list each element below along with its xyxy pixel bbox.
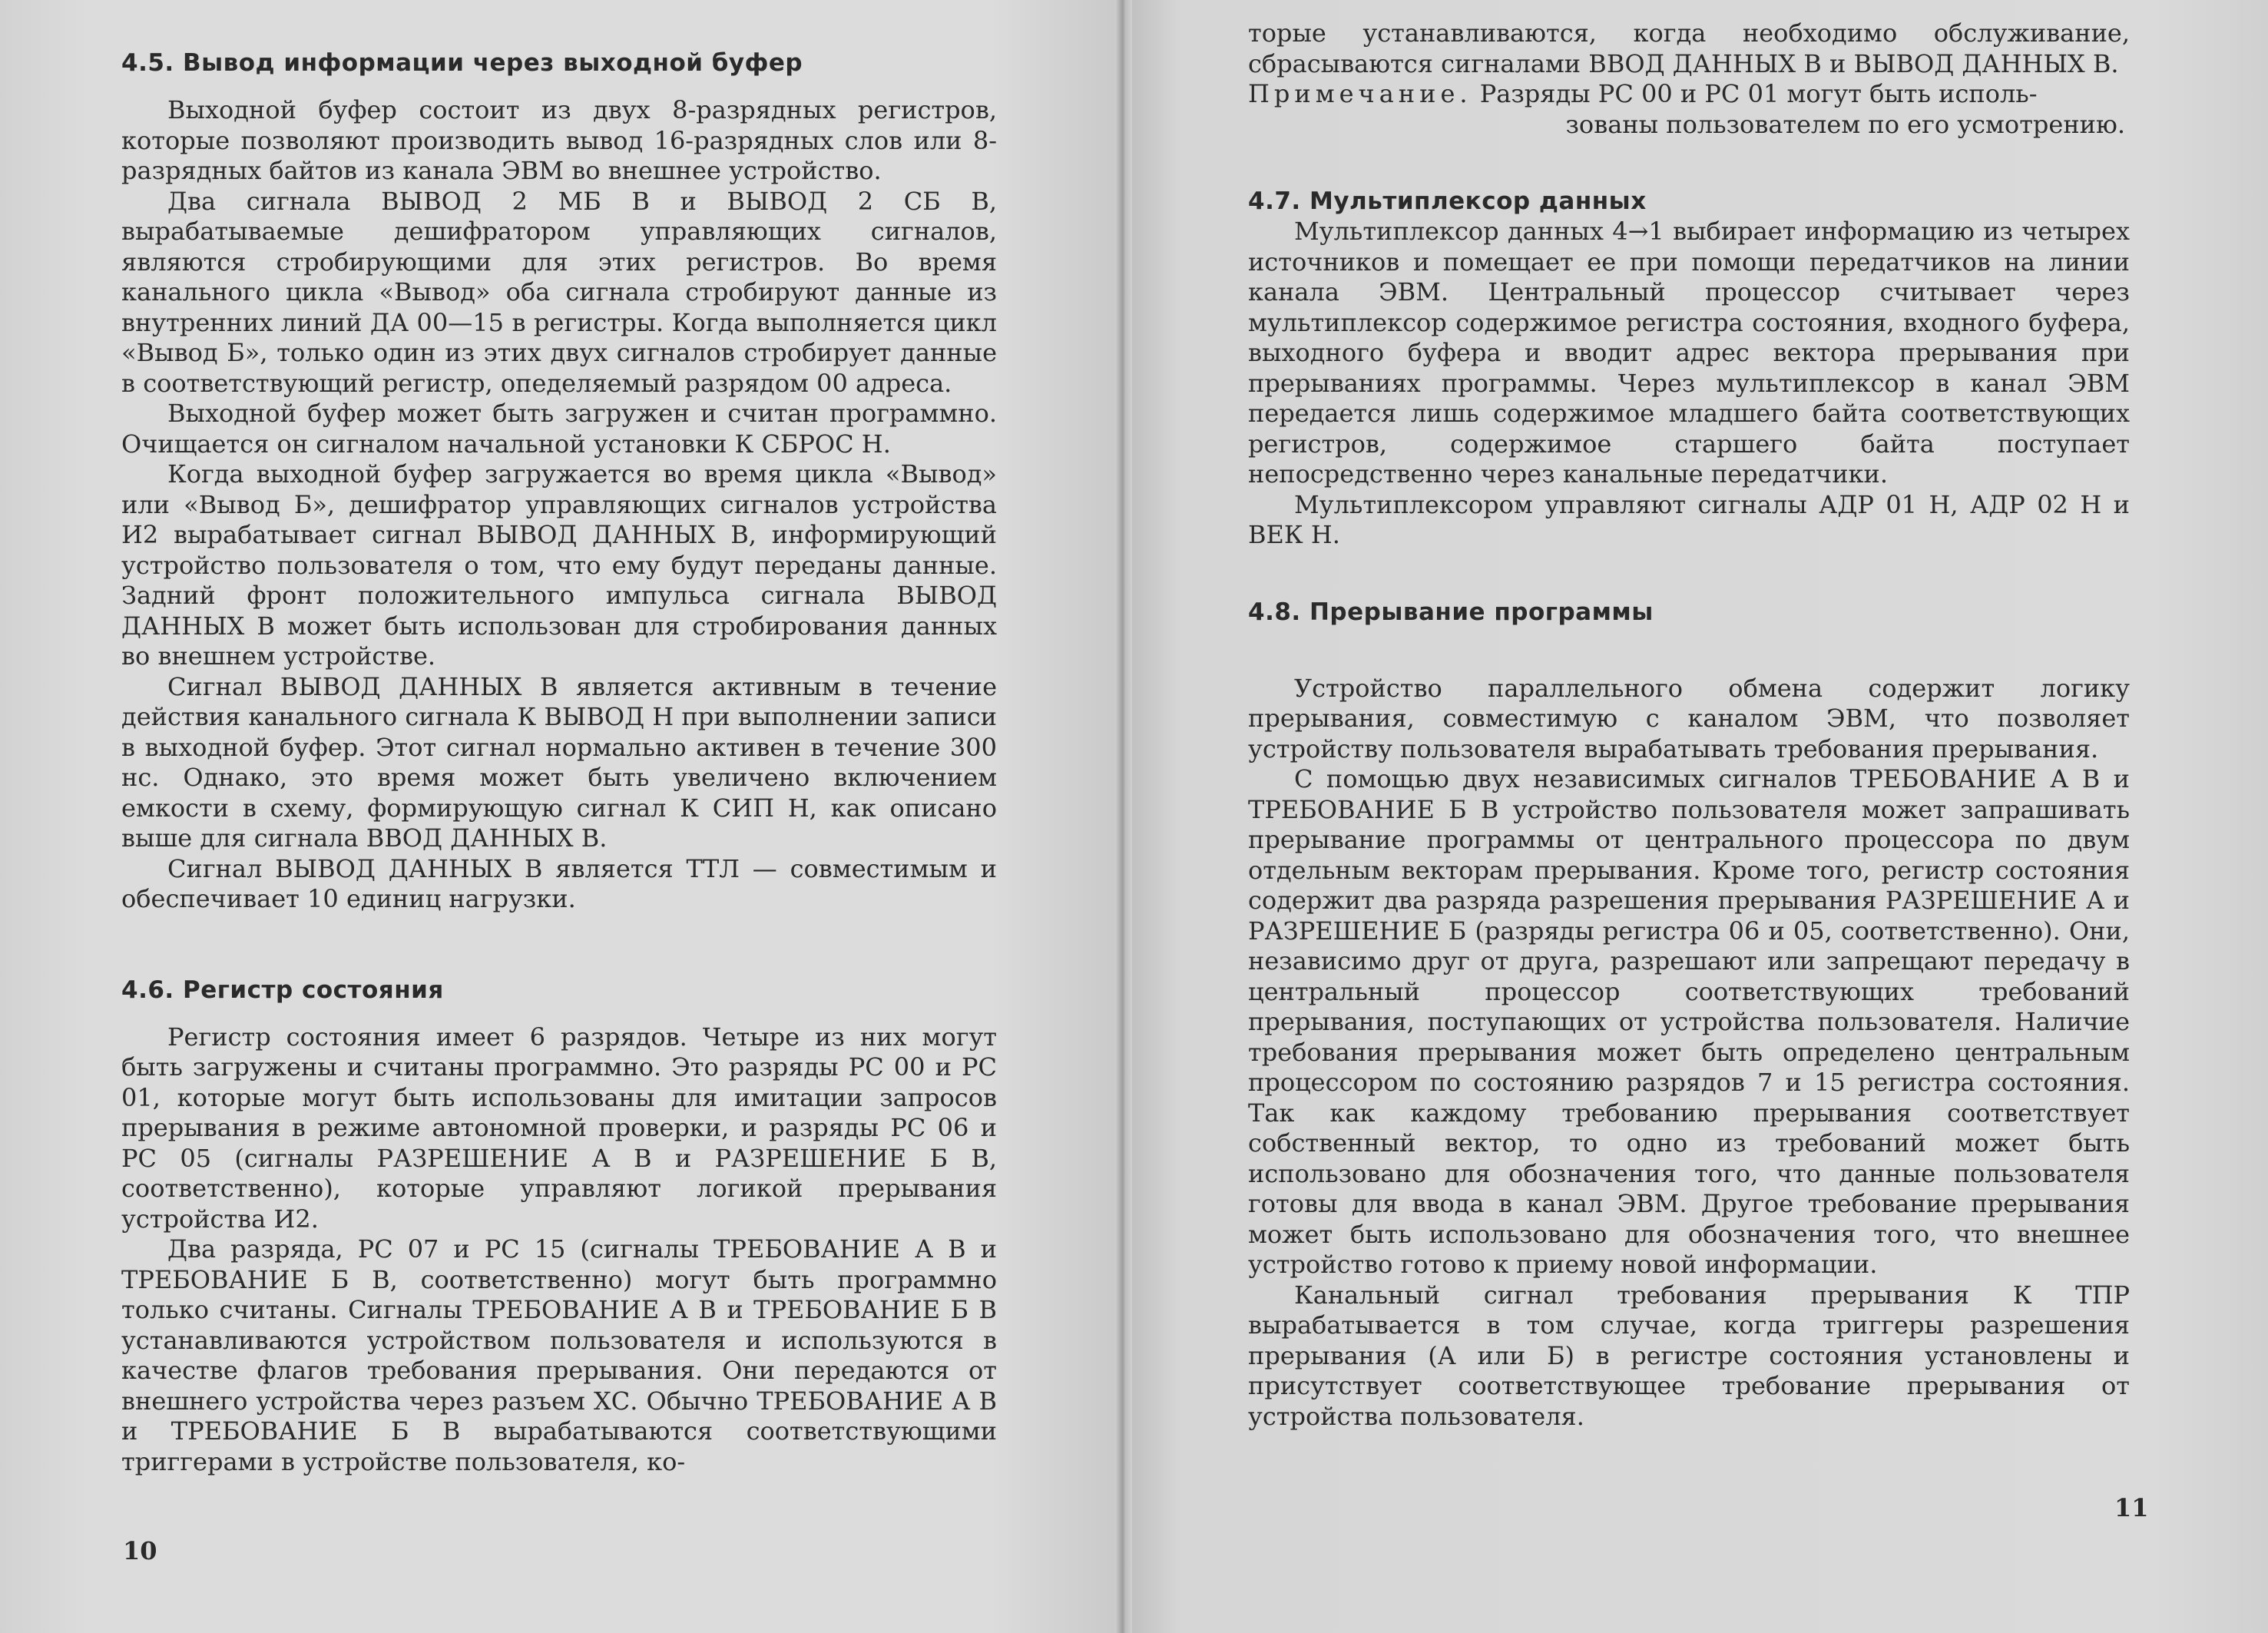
paragraph: Канальный сигнал требования прерывания К ТПР вырабатывается в том случае, когда триггеры разрешения прерывания (А или Б) в регистре состояния установлены и присутствует соответствующее требование прерывания от устройства пользователя.	[1248, 1280, 2130, 1431]
section-4-6-heading: 4.6. Регистр состояния	[121, 975, 444, 1004]
paragraph: Сигнал ВЫВОД ДАННЫХ В является активным в течение действия канального сигнала К ВЫВОД Н при выполнении записи в выходной буфер. Этот сигнал нормально активен в течение 300 нс. Однако, это время может быть увеличено включением емкости в схему, формирующую сигнал К СИП Н, как описано выше для сигнала ВВОД ДАННЫХ В.	[121, 671, 997, 853]
paragraph: Регистр состояния имеет 6 разрядов. Четыре из них могут быть загружены и считаны программно. Это разряды РС 00 и РС 01, которые могут быть использованы для имитации запросов прерывания в режиме автономной проверки, и разряды РС 06 и РС 05 (сигналы РАЗРЕШЕНИЕ А В и РАЗРЕШЕНИЕ Б В, соответственно), которые управляют логикой прерывания устройства И2.	[121, 1022, 997, 1234]
note-label: Примечание.	[1248, 79, 1472, 108]
paragraph: Когда выходной буфер загружается во время цикла «Вывод» или «Вывод Б», дешифратор управляющих сигналов устройства И2 вырабатывает сигнал ВЫВОД ДАННЫХ В, информирующий устройство пользователя о том, что ему будут переданы данные. Задний фронт положительного импульса сигнала ВЫВОД ДАННЫХ В может быть использован для стробирования данных во внешнем устройстве.	[121, 459, 997, 671]
page-number-left: 10	[123, 1536, 157, 1565]
section-4-5-heading: 4.5. Вывод информации через выходной буфер	[121, 49, 803, 77]
paragraph: Выходной буфер может быть загружен и считан программно. Очищается он сигналом начальной установки К СБРОС Н.	[121, 399, 997, 459]
note-text: Разряды РС 00 и РС 01 могут быть исполь-	[1479, 79, 2038, 108]
paragraph: Мультиплексором управляют сигналы АДР 01 Н, АДР 02 Н и ВЕК Н.	[1248, 489, 2130, 549]
section-4-8-heading: 4.8. Прерывание программы	[1248, 598, 1654, 626]
note	[1248, 79, 2130, 110]
right-column	[1248, 18, 2130, 1432]
paragraph: Устройство параллельного обмена содержит логику прерывания, совместимую с каналом ЭВМ, что позволяет устройству пользователя вырабатывать требования прерывания.	[1248, 673, 2130, 764]
continuation-paragraph: торые устанавливаются, когда необходимо обслуживание, сбрасываются сигналами ВВОД ДАННЫХ В и ВЫВОД ДАННЫХ В.	[1248, 18, 2130, 78]
paragraph: Мультиплексор данных 4→1 выбирает информацию из четырех источников и помещает ее при помощи передатчиков на линии канала ЭВМ. Центральный процессор считывает через мультиплексор содержимое регистра состояния, входного буфера, выходного буфера и вводит адрес вектора прерывания при прерываниях программы. Через мультиплексор в канал ЭВМ передается лишь содержимое младшего байта соответствующих регистров, содержимое старшего байта поступает непосредственно через канальные передатчики.	[1248, 217, 2130, 489]
paragraph: С помощью двух независимых сигналов ТРЕБОВАНИЕ А В и ТРЕБОВАНИЕ Б В устройство пользователя может запрашивать прерывание программы от центрального процессора по двум отдельным векторам прерывания. Кроме того, регистр состояния содержит два разряда разрешения прерывания РАЗРЕШЕНИЕ А и РАЗРЕШЕНИЕ Б (разряды регистра 06 и 05, соответственно). Они, независимо друг от друга, разрешают или запрещают передачу в центральный процессор соответствующих требований прерывания, поступающих от устройства пользователя. Наличие требования прерывания может быть определено центральным процессором по состоянию разрядов 7 и 15 регистра состояния. Так как каждому требованию прерывания соответствует собственный вектор, то одно из требований может быть использовано для обозначения того, что данные пользователя готовы для ввода в канал ЭВМ. Другое требование прерывания может быть использовано для обозначения того, что внешнее устройство готово к приему новой информации.	[1248, 764, 2130, 1279]
note-tail: зованы пользователем по его усмотрению.	[1565, 109, 2125, 139]
page-number-right: 11	[2114, 1493, 2149, 1522]
paragraph: Выходной буфер состоит из двух 8-разрядных регистров, которые позволяют производить вывод 16-разрядных слов или 8-разрядных байтов из канала ЭВМ во внешнее устройство.	[121, 95, 997, 185]
left-column	[121, 48, 997, 1477]
paragraph: Сигнал ВЫВОД ДАННЫХ В является ТТЛ — совместимым и обеспечивает 10 единиц нагрузки.	[121, 853, 997, 913]
book-gutter	[1115, 0, 1132, 1633]
paragraph: Два сигнала ВЫВОД 2 МБ В и ВЫВОД 2 СБ В, вырабатываемые дешифратором управляющих сигналов, являются стробирующими для этих регистров. Во время канального цикла «Вывод» оба сигнала стробируют данные из внутренних линий ДА 00—15 в регистры. Когда выполняется цикл «Вывод Б», только один из этих двух сигналов стробирует данные в соответствующий регистр, опеделяемый разрядом 00 адреса.	[121, 186, 997, 398]
paragraph: Два разряда, РС 07 и РС 15 (сигналы ТРЕБОВАНИЕ А В и ТРЕБОВАНИЕ Б В, соответственно) могут быть программно только считаны. Сигналы ТРЕБОВАНИЕ А В и ТРЕБОВАНИЕ Б В устанавливаются устройством пользователя и используются в качестве флагов требования прерывания. Они передаются от внешнего устройства через разъем ХС. Обычно ТРЕБОВАНИЕ А В и ТРЕБОВАНИЕ Б В вырабатываются соответствующими триггерами в устройстве пользователя, ко-	[121, 1234, 997, 1476]
section-4-7-heading: 4.7. Мультиплексор данных	[1248, 187, 1647, 215]
